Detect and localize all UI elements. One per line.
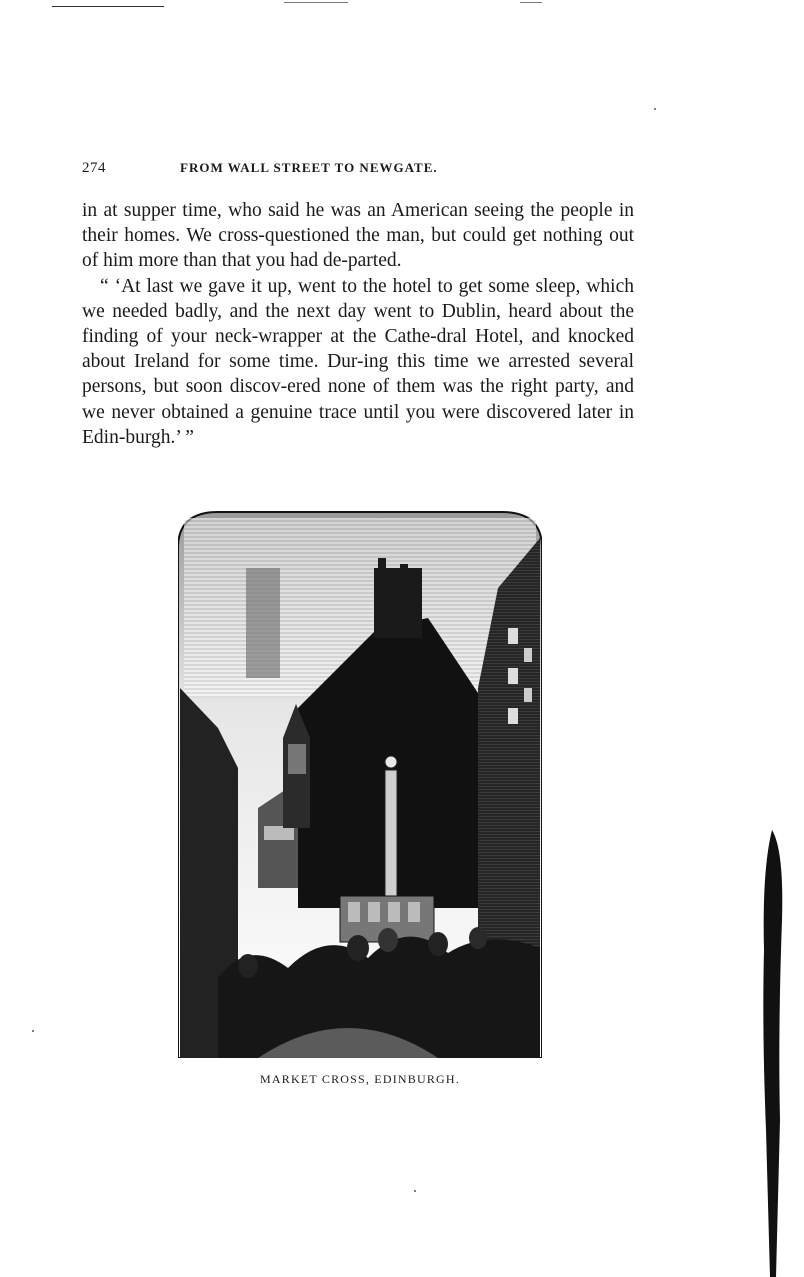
speck-3 [414, 1190, 416, 1192]
paragraph-1: in at supper time, who said he was an American seeing the people in their homes. We cross-questioned the man, but could get nothing out of him more than that you had de-parted. [82, 200, 634, 272]
page-edge-shadow [752, 830, 792, 1277]
page-number: 274 [82, 160, 106, 176]
paragraph-2: “ ‘At last we gave it up, went to the hotel to get some sleep, which we needed badly, and the next day went to Dublin, heard about the finding of your neck-wrapper at the Cathe-dral Hotel, and knocked about Ireland for some time. Dur-ing this time we arrested several persons, but soon discov-ered none of them was the right party, and we never obtained a genuine trace until you were discovered later in Edin-burgh.’ ” [82, 275, 634, 448]
running-title: FROM WALL STREET TO NEWGATE. [180, 160, 438, 175]
top-rule-right [520, 2, 542, 3]
engraving-svg [178, 508, 542, 1058]
figure-caption: MARKET CROSS, EDINBURGH. [260, 1072, 460, 1086]
engraving-illustration [178, 508, 542, 1058]
top-rule-middle [284, 2, 348, 3]
body-text [82, 198, 634, 450]
speck-1 [654, 108, 656, 110]
speck-2 [32, 1030, 34, 1032]
top-rule-left [52, 6, 164, 7]
